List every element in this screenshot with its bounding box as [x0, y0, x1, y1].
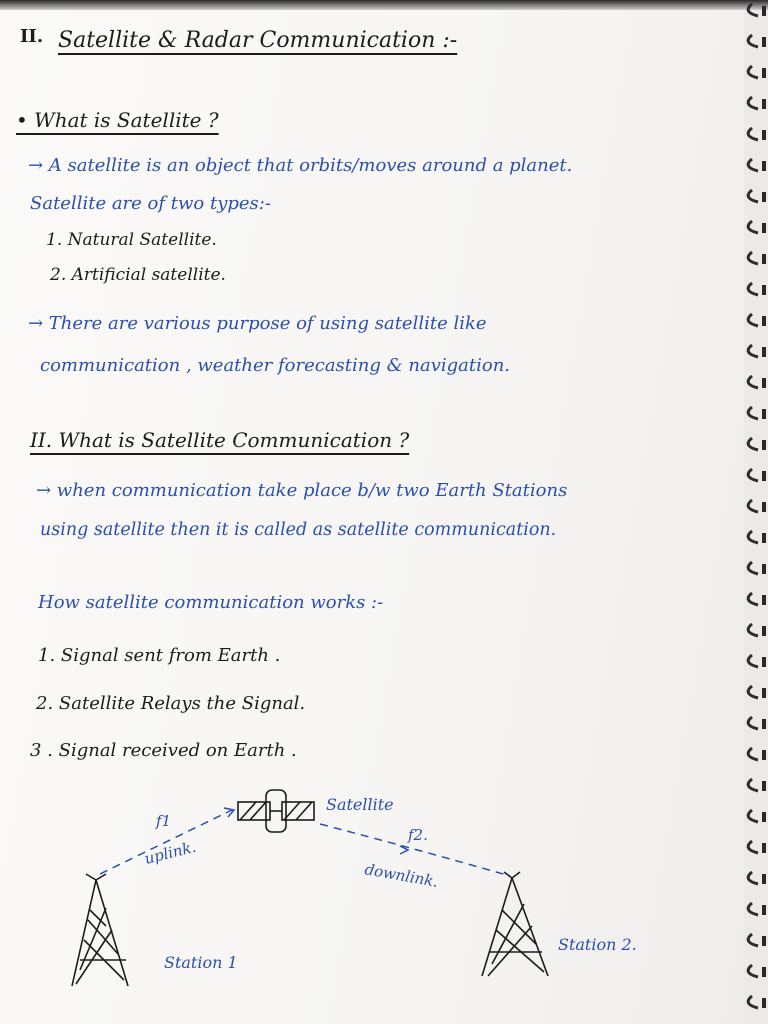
spiral-ring [748, 438, 758, 450]
artificial-satellite-item: 2. Artificial satellite. [50, 265, 226, 285]
spiral-ring [748, 345, 758, 357]
section2-line2: using satellite then it is called as satellite communication. [40, 520, 557, 540]
step-3: 3 . Signal received on Earth . [30, 740, 297, 761]
f2-label: f2. [408, 826, 428, 844]
notebook-spiral-binding [728, 0, 768, 1024]
spiral-ring [748, 97, 758, 109]
spiral-hole [762, 595, 766, 605]
satellite-icon [238, 790, 314, 832]
section1-heading: • What is Satellite ? [16, 108, 219, 132]
spiral-hole [762, 781, 766, 791]
spiral-hole [762, 285, 766, 295]
section2-line1: → when communication take place b/w two Earth Stations [36, 480, 568, 501]
spiral-hole [762, 905, 766, 915]
title-number: II. [20, 26, 44, 47]
spiral-hole [762, 626, 766, 636]
spiral-ring [748, 128, 758, 140]
spiral-hole [762, 223, 766, 233]
spiral-hole [762, 657, 766, 667]
section2-heading: II. What is Satellite Communication ? [30, 428, 410, 452]
station-2-tower-icon [482, 872, 548, 976]
spiral-ring [748, 934, 758, 946]
spiral-ring [748, 717, 758, 729]
spiral-ring [748, 221, 758, 233]
spiral-hole [762, 440, 766, 450]
page-title: Satellite & Radar Communication :- [58, 28, 458, 53]
spiral-hole [762, 6, 766, 16]
spiral-hole [762, 719, 766, 729]
how-it-works-heading: How satellite communication works :- [38, 592, 384, 613]
spiral-ring [748, 841, 758, 853]
page-top-edge [0, 0, 768, 10]
spiral-hole [762, 378, 766, 388]
natural-satellite-item: 1. Natural Satellite. [46, 230, 217, 250]
spiral-hole [762, 936, 766, 946]
satellite-communication-diagram [0, 780, 744, 1024]
spiral-hole [762, 316, 766, 326]
f1-label: f1 [156, 812, 172, 830]
section1-line1: → A satellite is an object that orbits/moves around a planet. [28, 155, 573, 176]
spiral-ring [748, 190, 758, 202]
spiral-hole [762, 68, 766, 78]
spiral-ring [748, 469, 758, 481]
spiral-ring [748, 996, 758, 1008]
spiral-ring [748, 655, 758, 667]
spiral-ring [748, 779, 758, 791]
spiral-hole [762, 502, 766, 512]
spiral-ring [748, 624, 758, 636]
satellite-label: Satellite [326, 795, 394, 814]
spiral-hole [762, 874, 766, 884]
spiral-ring [748, 4, 758, 16]
step-1: 1. Signal sent from Earth . [38, 645, 281, 666]
spiral-ring [748, 903, 758, 915]
step-2: 2. Satellite Relays the Signal. [36, 693, 306, 714]
spiral-hole [762, 564, 766, 574]
station-1-tower-icon [72, 874, 128, 986]
spiral-ring [748, 66, 758, 78]
uplink-label: uplink. [142, 837, 198, 868]
spiral-ring [748, 686, 758, 698]
spiral-hole [762, 471, 766, 481]
spiral-ring [748, 407, 758, 419]
spiral-hole [762, 967, 766, 977]
spiral-ring [748, 500, 758, 512]
spiral-hole [762, 347, 766, 357]
spiral-hole [762, 37, 766, 47]
spiral-hole [762, 192, 766, 202]
spiral-ring [748, 252, 758, 264]
spiral-hole [762, 254, 766, 264]
station-2-label: Station 2. [558, 935, 637, 954]
spiral-ring [748, 159, 758, 171]
downlink-label: downlink. [363, 860, 440, 891]
spiral-ring [748, 872, 758, 884]
spiral-hole [762, 99, 766, 109]
spiral-hole [762, 750, 766, 760]
spiral-hole [762, 130, 766, 140]
spiral-ring [748, 531, 758, 543]
spiral-ring [748, 283, 758, 295]
spiral-ring [748, 376, 758, 388]
section1-line4: communication , weather forecasting & navigation. [40, 355, 511, 376]
spiral-hole [762, 533, 766, 543]
spiral-ring [748, 314, 758, 326]
section1-line2: Satellite are of two types:- [30, 193, 271, 214]
station-1-label: Station 1 [164, 953, 238, 972]
spiral-hole [762, 409, 766, 419]
spiral-ring [748, 562, 758, 574]
spiral-ring [748, 593, 758, 605]
spiral-ring [748, 810, 758, 822]
spiral-ring [748, 965, 758, 977]
spiral-ring [748, 35, 758, 47]
section1-line3: → There are various purpose of using satellite like [28, 313, 487, 334]
spiral-hole [762, 998, 766, 1008]
spiral-hole [762, 688, 766, 698]
spiral-hole [762, 843, 766, 853]
spiral-hole [762, 161, 766, 171]
spiral-hole [762, 812, 766, 822]
spiral-ring [748, 748, 758, 760]
